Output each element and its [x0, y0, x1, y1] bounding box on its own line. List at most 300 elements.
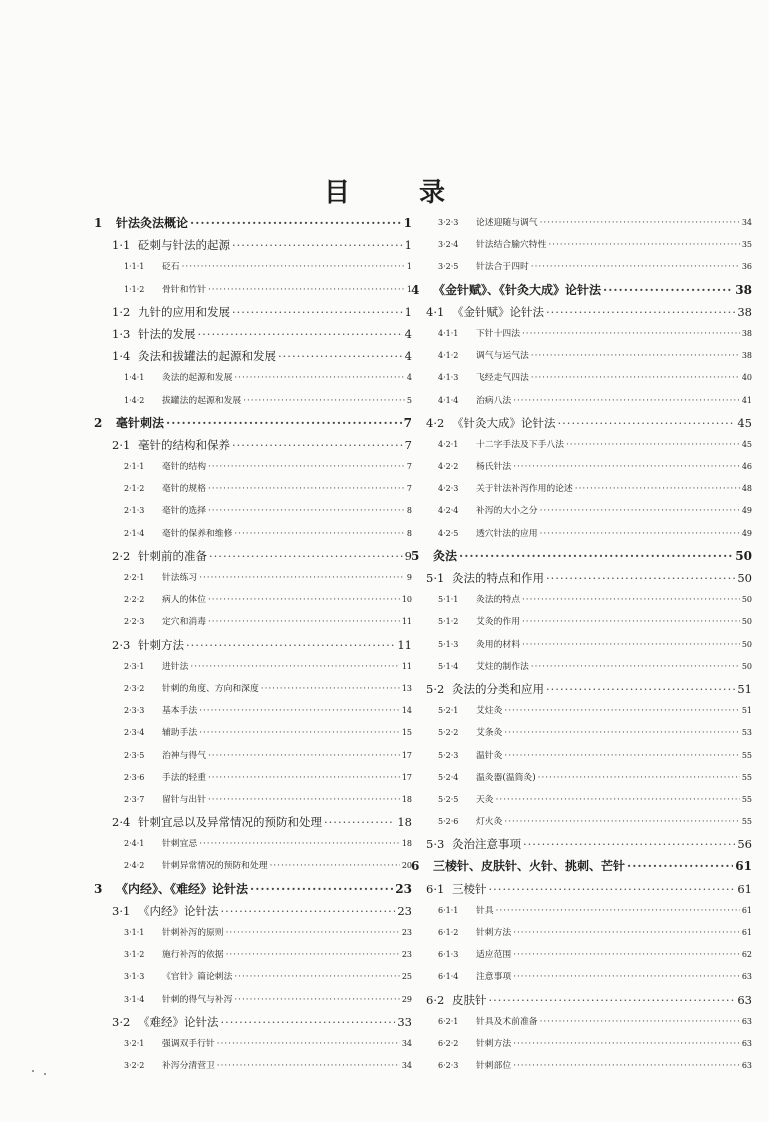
toc-entry-level-1 [72, 212, 412, 234]
section-number: 5·2·1 [438, 706, 459, 716]
section-title: 针刺方法 [476, 928, 512, 938]
page-number: 49 [741, 506, 752, 516]
toc-entry-level-1 [412, 855, 752, 877]
section-number: 3·2·2 [124, 1061, 145, 1071]
toc-entry-level-2 [412, 989, 752, 1011]
toc-entry-level-3 [412, 212, 752, 234]
section-title: 《针灸大成》论针法 [452, 415, 556, 430]
section-number: 2·1·4 [124, 528, 145, 538]
section-number: 3·2·1 [124, 1038, 145, 1048]
section-number: 6·2·2 [438, 1038, 459, 1048]
toc-entry-level-3 [412, 434, 752, 456]
toc-entry-level-3 [412, 611, 752, 633]
dot-leader [199, 700, 400, 722]
dot-leader [234, 989, 399, 1011]
toc-entry-level-2 [72, 634, 412, 656]
dot-leader [504, 722, 739, 744]
toc-entry-level-2 [72, 301, 412, 323]
section-title: 毫针的结构 [162, 462, 206, 473]
section-number: 6·1·3 [438, 950, 459, 960]
page-number: 61 [735, 859, 752, 874]
dot-leader [566, 434, 740, 456]
dot-leader [504, 811, 739, 833]
dot-leader [234, 367, 405, 389]
toc-entry-level-3 [72, 678, 412, 700]
page-number: 50 [741, 661, 752, 671]
section-title: 十二字手法及下手八法 [476, 439, 564, 450]
dot-leader [489, 878, 736, 900]
dot-leader [199, 833, 400, 855]
toc-entry-level-3 [412, 767, 752, 789]
section-title: 针刺部位 [476, 1061, 512, 1072]
dot-leader [208, 478, 405, 500]
section-number: 4·1·2 [438, 351, 459, 361]
section-title: 针法的发展 [138, 326, 196, 341]
section-number: 2·3 [112, 637, 131, 652]
toc-column-right [412, 212, 752, 1077]
section-title: 针刺补泻的原则 [162, 928, 224, 938]
section-title: 针具及术前准备 [476, 1016, 538, 1027]
toc-entry-level-2 [72, 434, 412, 456]
section-title: 九针的应用和发展 [138, 304, 230, 319]
page-number: 13 [401, 683, 412, 693]
section-title: 皮肤针 [452, 992, 487, 1007]
toc-entry-level-3 [72, 478, 412, 500]
section-title: 毫针的选择 [162, 506, 206, 517]
section-title: 针具 [476, 905, 494, 916]
section-title: 《内经》论针法 [138, 903, 219, 918]
dot-leader [217, 1055, 400, 1077]
toc-entry-level-3 [72, 989, 412, 1011]
toc-entry-level-3 [412, 811, 752, 833]
page-number: 17 [401, 750, 412, 760]
section-number: 5·1 [426, 571, 445, 585]
dot-leader [513, 390, 740, 412]
toc-entry-level-3 [412, 367, 752, 389]
page-number: 56 [737, 837, 752, 852]
section-title: 针刺方法 [138, 637, 184, 652]
section-title: 辅助手法 [162, 728, 198, 739]
toc-entry-level-3 [72, 256, 412, 278]
dot-leader [208, 500, 405, 522]
dot-leader [208, 589, 400, 611]
page-number: 29 [401, 994, 412, 1004]
dot-leader [232, 301, 403, 323]
page-number: 55 [741, 772, 752, 782]
dot-leader [531, 367, 740, 389]
section-title: 温灸器(温筒灸) [476, 772, 536, 783]
page-number: 45 [741, 439, 752, 449]
dot-leader [546, 567, 735, 589]
section-number: 4·2·3 [438, 484, 459, 494]
scan-speck [44, 1073, 46, 1075]
toc-entry-level-3 [72, 523, 412, 545]
toc-entry-level-3 [412, 478, 752, 500]
dot-leader [513, 922, 740, 944]
section-number: 3·2·4 [438, 240, 459, 250]
toc-entry-level-2 [72, 545, 412, 567]
page-number: 55 [741, 817, 752, 827]
section-number: 6·1 [426, 881, 445, 896]
section-number: 6·2·3 [438, 1061, 459, 1071]
section-number: 2·3·4 [124, 728, 145, 738]
section-number: 4·2·5 [438, 528, 459, 538]
dot-leader [531, 345, 740, 367]
section-title: 《金针赋》论针法 [452, 304, 544, 319]
section-title: 灸法和拔罐法的起源和发展 [138, 349, 276, 364]
section-number: 6·1·1 [438, 905, 459, 915]
section-title: 艾灸的作用 [476, 617, 520, 628]
dot-leader [261, 678, 400, 700]
section-title: 三棱针、皮肤针、火针、挑刺、芒针 [433, 859, 626, 874]
section-number: 2·2 [112, 548, 131, 563]
toc-entry-level-2 [72, 234, 412, 256]
section-title: 施行补泻的依据 [162, 950, 224, 961]
dot-leader [324, 811, 395, 833]
toc-entry-level-1 [72, 412, 412, 434]
toc-entry-level-3 [72, 700, 412, 722]
page-number: 4 [404, 349, 412, 364]
toc-entry-level-3 [72, 567, 412, 589]
page-number: 40 [741, 373, 752, 383]
page-number: 23 [397, 903, 412, 918]
dot-leader [217, 1033, 400, 1055]
page-number: 53 [741, 728, 752, 738]
toc-entry-level-3 [72, 1033, 412, 1055]
page-number: 51 [741, 706, 752, 716]
page-number: 38 [737, 304, 752, 319]
dot-leader [627, 855, 733, 877]
section-number: 5·2·4 [438, 772, 459, 782]
dot-leader [513, 456, 740, 478]
section-title: 针刺宜忌 [162, 839, 198, 850]
section-title: 艾炷的制作法 [476, 661, 529, 672]
toc-entry-level-3 [412, 1011, 752, 1033]
section-title: 灸法的起源和发展 [162, 373, 233, 384]
toc-entry-level-3 [72, 833, 412, 855]
toc-entry-level-2 [412, 878, 752, 900]
section-number: 2·1·3 [124, 506, 145, 516]
section-title: 艾条灸 [476, 728, 503, 739]
dot-leader [558, 412, 736, 434]
page-number: 49 [741, 528, 752, 538]
section-title: 针法合于四时 [476, 262, 529, 273]
section-title: 基本手法 [162, 706, 198, 717]
section-title: 针刺宜忌以及异常情况的预防和处理 [138, 815, 322, 830]
section-number: 3·2·5 [438, 262, 459, 272]
toc-entry-level-3 [412, 922, 752, 944]
toc-entry-level-1 [72, 878, 412, 900]
section-title: 《金针赋》、《针灸大成》论针法 [433, 282, 602, 297]
dot-leader [190, 212, 402, 234]
section-number: 2 [94, 415, 103, 430]
toc-entry-level-3 [412, 1055, 752, 1077]
toc-entry-level-1 [412, 279, 752, 301]
page-number: 35 [741, 240, 752, 250]
page-number: 34 [401, 1061, 412, 1071]
page-number: 50 [741, 595, 752, 605]
page-number: 1 [404, 238, 412, 253]
toc-entry-level-3 [72, 966, 412, 988]
section-number: 1 [94, 216, 103, 230]
toc-entry-level-3 [72, 944, 412, 966]
page-number: 1 [404, 304, 412, 319]
section-title: 天灸 [476, 794, 494, 805]
section-number: 2·3·2 [124, 683, 145, 693]
section-number: 5·1·3 [438, 639, 459, 649]
dot-leader [603, 279, 733, 301]
page-number: 63 [741, 1038, 752, 1048]
section-number: 5·2·3 [438, 750, 459, 760]
toc-entry-level-2 [412, 833, 752, 855]
section-title: 《难经》论针法 [138, 1014, 219, 1029]
section-number: 6·1·4 [438, 972, 459, 982]
dot-leader [489, 989, 736, 1011]
section-title: 毫针的保养和维修 [162, 528, 233, 539]
section-number: 5 [411, 548, 420, 563]
dot-leader [540, 500, 740, 522]
section-number: 2·2·2 [124, 595, 145, 605]
dot-leader [221, 1011, 396, 1033]
dot-leader [208, 279, 405, 301]
page-number: 50 [741, 639, 752, 649]
toc-entry-level-3 [72, 855, 412, 877]
dot-leader [243, 390, 405, 412]
page-number: 38 [741, 328, 752, 338]
page-number: 14 [401, 706, 412, 716]
toc-entry-level-3 [412, 745, 752, 767]
page-number: 61 [737, 881, 752, 896]
toc-entry-level-3 [412, 634, 752, 656]
page-number: 36 [741, 262, 752, 272]
section-title: 灸法 [433, 548, 458, 563]
section-number: 2·4·1 [124, 839, 145, 849]
page-number: 4 [406, 373, 412, 383]
section-number: 2·4 [112, 815, 131, 830]
dot-leader [546, 678, 735, 700]
section-title: 骨针和竹针 [162, 284, 206, 295]
toc-entry-level-2 [412, 567, 752, 589]
dot-leader [540, 1011, 740, 1033]
section-number: 2·4·2 [124, 861, 145, 871]
page-number: 63 [741, 972, 752, 982]
section-title: 论述迎随与调气 [476, 218, 538, 228]
toc-entry-level-3 [412, 345, 752, 367]
page-title: 目 录 [323, 178, 476, 208]
dot-leader [575, 478, 740, 500]
dot-leader [540, 523, 740, 545]
page-number: 23 [401, 950, 412, 960]
toc-entry-level-2 [412, 678, 752, 700]
toc-entry-level-3 [72, 1055, 412, 1077]
section-number: 2·3·5 [124, 750, 145, 760]
toc-entry-level-3 [412, 323, 752, 345]
section-number: 3·1·3 [124, 972, 145, 982]
toc-entry-level-3 [412, 656, 752, 678]
dot-leader [198, 323, 403, 345]
page-number: 51 [737, 681, 752, 696]
page-number: 5 [406, 395, 412, 405]
section-number: 2·3·1 [124, 661, 145, 671]
toc-entry-level-3 [412, 900, 752, 922]
section-number: 2·2·1 [124, 573, 145, 582]
dot-leader [226, 922, 400, 944]
dot-leader [513, 1055, 740, 1077]
page-number: 63 [741, 1016, 752, 1026]
page-number: 7 [406, 484, 412, 494]
dot-leader [513, 1033, 740, 1055]
section-number: 4 [411, 282, 420, 297]
dot-leader [548, 234, 739, 256]
page-number: 41 [741, 395, 752, 405]
section-title: 毫针的结构和保养 [138, 437, 230, 452]
toc-entry-level-3 [72, 922, 412, 944]
page-number: 61 [741, 928, 752, 937]
dot-leader [166, 412, 402, 434]
dot-leader [496, 789, 740, 811]
section-number: 5·1·1 [438, 595, 459, 605]
section-title: 手法的轻重 [162, 772, 206, 783]
section-title: 治神与得气 [162, 750, 206, 761]
page-number: 33 [397, 1014, 412, 1029]
section-title: 针刺前的准备 [138, 548, 207, 563]
dot-leader [531, 656, 740, 678]
section-title: 灸法的特点 [476, 595, 520, 606]
section-title: 三棱针 [452, 881, 487, 896]
section-number: 2·1 [112, 437, 131, 452]
section-title: 留针与出针 [162, 794, 206, 805]
section-title: 针刺异常情况的预防和处理 [162, 861, 268, 872]
section-title: 调气与运气法 [476, 351, 529, 362]
page-number: 7 [404, 437, 412, 452]
page-number: 48 [741, 484, 752, 494]
section-title: 针法结合腧穴特性 [476, 240, 547, 251]
section-number: 5·2·5 [438, 794, 459, 804]
section-title: 《内经》、《难经》论针法 [116, 881, 249, 896]
dot-leader [504, 700, 739, 722]
dot-leader [199, 567, 405, 589]
section-number: 1·2 [112, 304, 131, 319]
dot-leader [208, 789, 400, 811]
dot-leader [278, 345, 403, 367]
toc-entry-level-2 [412, 412, 752, 434]
toc-entry-level-3 [412, 700, 752, 722]
section-title: 针法练习 [162, 573, 198, 583]
section-number: 5·2 [426, 681, 445, 696]
toc-entry-level-1 [412, 545, 752, 567]
page-number: 45 [737, 415, 752, 430]
page-number: 1 [406, 262, 412, 272]
section-title: 灸法的特点和作用 [452, 571, 544, 585]
toc-entry-level-3 [72, 789, 412, 811]
dot-leader [232, 434, 403, 456]
dot-leader [250, 878, 393, 900]
dot-leader [504, 745, 739, 767]
section-number: 2·3·7 [124, 794, 145, 804]
section-title: 灯火灸 [476, 817, 503, 828]
dot-leader [270, 855, 400, 877]
section-title: 毫针刺法 [116, 415, 165, 430]
page-number: 50 [735, 548, 752, 563]
toc-entry-level-3 [412, 589, 752, 611]
page-number: 61 [741, 905, 752, 915]
section-number: 5·1·4 [438, 661, 459, 671]
dot-leader [190, 656, 399, 678]
page-number: 34 [741, 218, 752, 227]
page-number: 50 [741, 617, 752, 627]
section-number: 1·1·1 [124, 262, 145, 272]
section-title: 下针十四法 [476, 328, 520, 339]
section-title: 定穴和消毒 [162, 617, 206, 628]
section-title: 拔罐法的起源和发展 [162, 395, 242, 406]
dot-leader [221, 900, 396, 922]
toc-entry-level-2 [72, 900, 412, 922]
section-title: 温针灸 [476, 750, 503, 761]
section-number: 4·2·1 [438, 439, 459, 449]
section-number: 1·3 [112, 326, 131, 341]
page-number: 20 [401, 861, 412, 871]
section-number: 2·3·6 [124, 772, 145, 782]
section-title: 毫针的规格 [162, 484, 206, 495]
toc-entry-level-3 [72, 611, 412, 633]
section-title: 注意事项 [476, 972, 512, 983]
dot-leader [208, 745, 400, 767]
toc-entry-level-2 [72, 1011, 412, 1033]
section-title: 针刺的角度、方向和深度 [162, 683, 259, 694]
section-title: 补泻分清营卫 [162, 1061, 215, 1072]
page-number: 63 [737, 992, 752, 1007]
page-number: 18 [397, 815, 412, 830]
section-number: 4·1·1 [438, 328, 459, 338]
section-number: 4·2·4 [438, 506, 459, 516]
page-number: 18 [401, 794, 412, 804]
section-title: 针刺的得气与补泻 [162, 994, 233, 1005]
dot-leader [531, 256, 740, 278]
toc-entry-level-3 [412, 256, 752, 278]
toc-entry-level-3 [412, 234, 752, 256]
dot-leader [234, 966, 399, 988]
section-number: 2·3·3 [124, 706, 145, 716]
dot-leader [522, 323, 740, 345]
dot-leader [199, 722, 400, 744]
toc-entry-level-3 [72, 367, 412, 389]
section-title: 补泻的大小之分 [476, 506, 538, 517]
page-number: 46 [741, 462, 752, 472]
page-number: 8 [406, 528, 412, 538]
toc-entry-level-2 [72, 323, 412, 345]
section-number: 4·1 [426, 304, 445, 319]
section-number: 2·1·2 [124, 484, 145, 494]
section-number: 1·1 [112, 238, 131, 253]
dot-leader [232, 234, 403, 256]
section-title: 灸用的材料 [476, 639, 520, 650]
section-number: 6 [411, 859, 420, 874]
section-number: 5·1·2 [438, 617, 459, 627]
toc-entry-level-3 [412, 789, 752, 811]
dot-leader [546, 301, 735, 323]
section-number: 5·2·2 [438, 728, 459, 738]
page-number: 63 [741, 1061, 752, 1071]
section-number: 6·2·1 [438, 1016, 459, 1026]
section-number: 3·1 [112, 903, 131, 918]
page-number: 50 [737, 571, 752, 585]
page-number: 1 [403, 216, 412, 230]
toc-entry-level-3 [72, 589, 412, 611]
section-title: 针法灸法概论 [116, 216, 189, 230]
section-title: 飞经走气四法 [476, 373, 529, 384]
toc-entry-level-3 [72, 767, 412, 789]
dot-leader [182, 256, 405, 278]
